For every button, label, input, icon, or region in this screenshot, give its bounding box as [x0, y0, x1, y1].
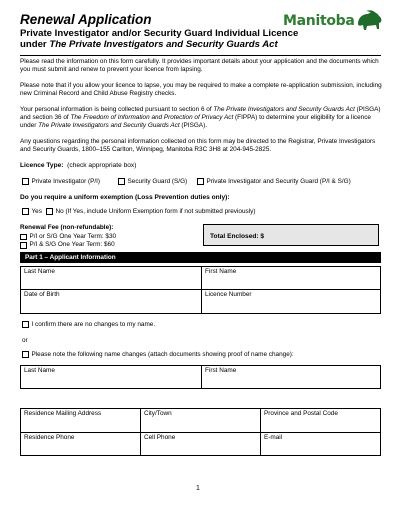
- total-enclosed-field[interactable]: Total Enclosed: $: [203, 224, 379, 246]
- privacy-text-c: (FIPPA) to determine your eligibility for a licence under: [20, 114, 371, 129]
- header-rule: [20, 55, 381, 56]
- email-field[interactable]: [261, 433, 381, 456]
- new-last-name-field[interactable]: [21, 366, 202, 389]
- privacy-act-3: The Private Investigators and Security Guards Act: [38, 122, 180, 129]
- name-change-option[interactable]: [22, 351, 294, 358]
- province-postal-label: Province and Postal Code: [264, 410, 338, 417]
- residence-phone-label: Residence Phone: [24, 434, 75, 441]
- contact-paragraph: Any questions regarding the personal information collected on this form may be directed to the Registrar, Private Investigators and Security Guards, 1800–155 Carlton, Winnipeg, Manitoba R3C 3H8 at 204-945-2825.: [20, 138, 376, 153]
- residence-phone-field[interactable]: [21, 433, 141, 456]
- new-name-table: [20, 365, 381, 389]
- pi-sg-checkbox[interactable]: [197, 178, 204, 185]
- applicant-name-table: [20, 266, 381, 314]
- sg-checkbox[interactable]: [118, 178, 125, 185]
- fee-option-single[interactable]: [20, 233, 116, 242]
- contact-table: [20, 408, 381, 456]
- no-name-change-checkbox[interactable]: [22, 321, 29, 328]
- licence-option-pi[interactable]: [22, 178, 100, 185]
- first-name-field[interactable]: [202, 267, 381, 290]
- sg-option-label: Security Guard (S/G): [127, 178, 188, 185]
- licence-type-heading: Licence Type:: [20, 162, 64, 169]
- licence-type-label: [20, 162, 136, 169]
- logo-wordmark: Manitoba: [283, 13, 355, 29]
- new-first-name-label: First Name: [205, 367, 237, 374]
- fee-option-combined[interactable]: [20, 241, 116, 250]
- uniform-no-option[interactable]: [46, 208, 255, 215]
- last-name-label: Last Name: [24, 268, 55, 275]
- uniform-no-label: No (If Yes, include Uniform Exemption form if not submitted previously): [55, 208, 256, 215]
- fee-combined-label: P/I & S/G One Year Term: $60: [29, 241, 115, 248]
- renewal-fee-heading: Renewal Fee (non-refundable):: [20, 224, 114, 231]
- uniform-no-checkbox[interactable]: [46, 208, 53, 215]
- mailing-address-field[interactable]: [21, 409, 141, 433]
- city-town-field[interactable]: [141, 409, 261, 433]
- subtitle-prefix: under: [20, 39, 50, 50]
- uniform-question: Do you require a uniform exemption (Loss Prevention duties only):: [20, 194, 230, 201]
- no-name-change-label: I confirm there are no changes to my name.: [31, 321, 156, 328]
- no-name-change-option[interactable]: [22, 321, 155, 328]
- fee-single-label: P/I or S/G One Year Term: $30: [29, 232, 117, 240]
- licence-type-hint: (check appropriate box): [67, 162, 137, 169]
- intro-paragraph-2: Please note that if you allow your licence to lapse, you may be required to make a complete re-application submission, including new Criminal Record and Child Abuse Registry checks.: [20, 82, 382, 97]
- uniform-yes-label: Yes: [31, 208, 42, 215]
- date-of-birth-field[interactable]: [21, 290, 202, 314]
- or-text: or: [22, 337, 28, 344]
- date-of-birth-label: Date of Birth: [24, 291, 60, 298]
- renewal-fee-section: [20, 224, 116, 250]
- intro-paragraph-1: Please read the information on this form carefully. It provides important details about your application and the documents which you must submit and renew to prevent your licence from lapsing.: [20, 58, 379, 73]
- mailing-address-label: Residence Mailing Address: [24, 410, 102, 417]
- pi-sg-option-label: Private Investigator and Security Guard (P/I & S/G): [206, 178, 351, 185]
- name-change-label: Please note the following name changes (attach documents showing proof of name change):: [31, 351, 294, 358]
- form-subtitle: Private Investigator and/or Security Guard Individual Licence: [20, 28, 299, 39]
- privacy-text-a: Your personal information is being collected pursuant to section 6 of: [20, 106, 214, 113]
- pi-option-label: Private Investigator (P/I): [31, 178, 101, 185]
- uniform-yes-option[interactable]: [22, 208, 42, 215]
- name-change-checkbox[interactable]: [22, 351, 29, 358]
- privacy-text-d: (PISGA).: [179, 122, 207, 129]
- new-last-name-label: Last Name: [24, 367, 55, 374]
- licence-number-label: Licence Number: [205, 291, 252, 298]
- email-label: E-mail: [264, 434, 283, 441]
- licence-option-sg[interactable]: [118, 178, 187, 185]
- city-town-label: City/Town: [144, 410, 172, 417]
- pi-checkbox[interactable]: [22, 178, 29, 185]
- part1-section-header: Part 1 – Applicant Information: [20, 252, 381, 263]
- bison-icon: [355, 8, 383, 34]
- privacy-text-b: (PISGA) and section 36 of: [20, 106, 381, 121]
- fee-combined-checkbox[interactable]: [20, 242, 27, 249]
- first-name-label: First Name: [205, 268, 237, 275]
- privacy-paragraph: [20, 106, 382, 130]
- form-title: Renewal Application: [20, 12, 152, 27]
- page-number: 1: [196, 485, 200, 492]
- cell-phone-label: Cell Phone: [144, 434, 176, 441]
- licence-option-pi-sg[interactable]: [197, 178, 351, 185]
- manitoba-logo: [283, 8, 383, 38]
- form-subtitle-act: [20, 39, 278, 50]
- subtitle-act-name: The Private Investigators and Security Guards Act: [49, 39, 278, 50]
- cell-phone-field[interactable]: [141, 433, 261, 456]
- uniform-yes-checkbox[interactable]: [22, 208, 29, 215]
- province-postal-field[interactable]: [261, 409, 381, 433]
- privacy-act-1: The Private Investigators and Security Guards Act: [213, 106, 355, 113]
- fee-single-checkbox[interactable]: [20, 234, 27, 241]
- new-first-name-field[interactable]: [202, 366, 381, 389]
- privacy-act-2: The Freedom of Information and Protection of Privacy Act: [70, 114, 234, 121]
- last-name-field[interactable]: [21, 267, 202, 290]
- licence-number-field[interactable]: [202, 290, 381, 314]
